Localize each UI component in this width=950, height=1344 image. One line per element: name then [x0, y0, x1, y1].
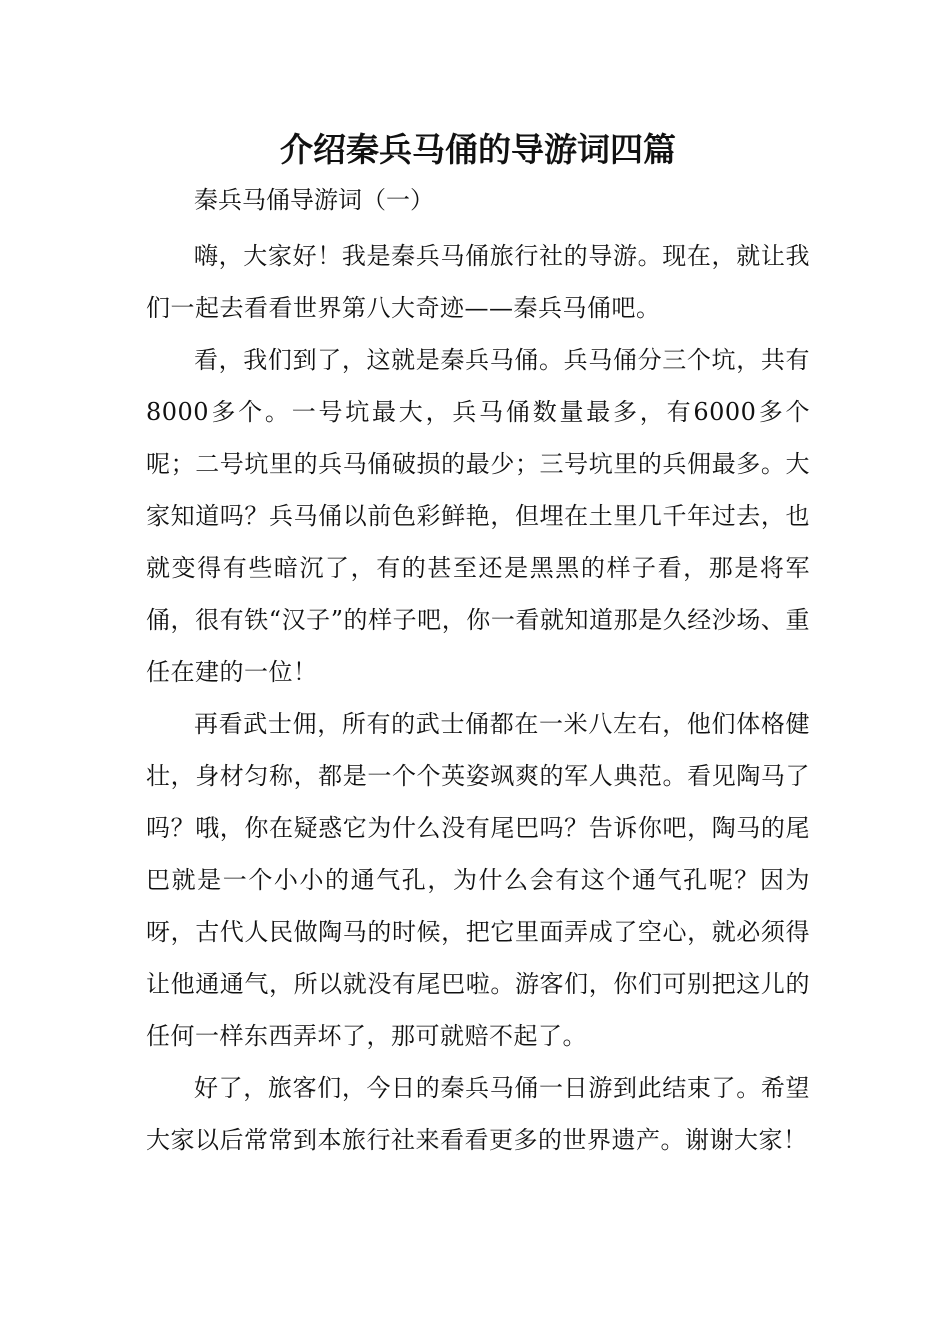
- section-subtitle: 秦兵马俑导游词（一）: [194, 186, 434, 214]
- paragraph-greeting: 嗨，大家好！我是秦兵马俑旅行社的导游。现在，就让我们一起去看看世界第八大奇迹——秦兵马俑吧。: [146, 242, 810, 322]
- paragraph-warriors: 再看武士佣，所有的武士俑都在一米八左右，他们体格健壮，身材匀称，都是一个个英姿飒爽的军人典范。看见陶马了吗？哦，你在疑惑它为什么没有尾巴吗？告诉你吧，陶马的尾巴就是一个小小的通气孔，为什么会有这个通气孔呢？因为呀，古代人民做陶马的时候，把它里面弄成了空心，就必须得让他通通气，所以就没有尾巴啦。游客们，你们可别把这儿的任何一样东西弄坏了，那可就赔不起了。: [146, 710, 810, 1050]
- paragraph-closing: 好了，旅客们，今日的秦兵马俑一日游到此结束了。希望大家以后常常到本旅行社来看看更多的世界遗产。谢谢大家！: [146, 1074, 810, 1154]
- paragraph-pits: 看，我们到了，这就是秦兵马俑。兵马俑分三个坑，共有8000多个。一号坑最大，兵马俑数量最多，有6000多个呢；二号坑里的兵马俑破损的最少；三号坑里的兵佣最多。大家知道吗？兵马俑以前色彩鲜艳，但埋在土里几千年过去，也就变得有些暗沉了，有的甚至还是黑黑的样子看，那是将军俑，很有铁“汉子”的样子吧，你一看就知道那是久经沙场、重任在建的一位！: [146, 346, 810, 686]
- document-title: 介绍秦兵马俑的导游词四篇: [280, 130, 676, 169]
- document-body: [146, 118, 810, 1166]
